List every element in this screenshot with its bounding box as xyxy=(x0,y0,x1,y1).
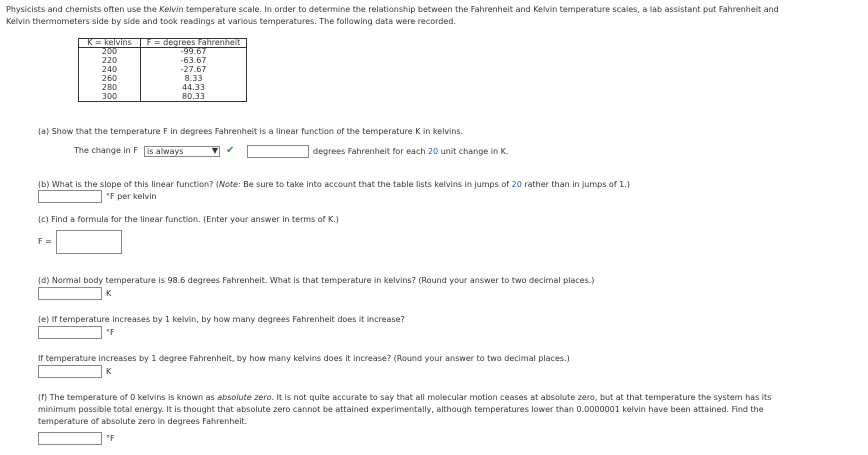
part-a-select-value: is always xyxy=(147,147,184,156)
part-b-unit: °F per kelvin xyxy=(106,192,157,201)
part-f-unit: °F xyxy=(106,434,115,443)
table-row: 200 -99.67 xyxy=(79,48,247,57)
table-row: 280 44.33 xyxy=(79,84,247,93)
table-row: 260 8.33 xyxy=(79,75,247,84)
intro-text: Kelvin thermometers side by side and took readings at various temperatures. The following data were recorded. xyxy=(6,17,456,26)
part-d-unit: K xyxy=(106,289,112,298)
part-e2-answer-input[interactable] xyxy=(38,365,102,378)
table-header-f: F = degrees Fahrenheit xyxy=(141,39,247,48)
part-e2-unit: K xyxy=(106,367,112,376)
part-d-question: (d) Normal body temperature is 98.6 degrees Fahrenheit. What is that temperature in kelvins? (Round your answer to two decimal places.) xyxy=(38,276,595,285)
part-c-lhs: F = xyxy=(38,237,52,246)
data-table xyxy=(78,38,247,102)
chevron-down-icon: ▼ xyxy=(211,146,218,155)
part-c-question: (c) Find a formula for the linear function. (Enter your answer in terms of K.) xyxy=(38,215,339,224)
intro-emphasis: Kelvin xyxy=(159,5,184,14)
table-row: 300 80.33 xyxy=(79,93,247,102)
part-e-question: (e) If temperature increases by 1 kelvin, by how many degrees Fahrenheit does it increase? xyxy=(38,315,405,324)
intro-text: Physicists and chemists often use the xyxy=(6,5,160,14)
part-a-select[interactable] xyxy=(144,146,220,157)
checkmark-icon: ✔ xyxy=(226,145,235,156)
part-a-answer-input[interactable] xyxy=(247,145,309,158)
part-a-question: (a) Show that the temperature F in degrees Fahrenheit is a linear function of the temperature K in kelvins. xyxy=(38,127,464,136)
part-e-question-2: If temperature increases by 1 degree Fahrenheit, by how many kelvins does it increase? (Round your answer to two decimal places.) xyxy=(38,354,570,363)
part-e-unit: °F xyxy=(106,328,115,337)
part-a-lead: The change in F xyxy=(74,146,138,155)
intro-paragraph xyxy=(6,4,779,28)
table-row: 220 -63.67 xyxy=(79,57,247,66)
part-e-answer-input[interactable] xyxy=(38,326,102,339)
part-a-after: degrees Fahrenheit for each 20 unit change in K. xyxy=(313,147,509,156)
table-row: 240 -27.67 xyxy=(79,66,247,75)
part-d-answer-input[interactable] xyxy=(38,287,102,300)
part-f-question: (f) The temperature of 0 kelvins is known as absolute zero. It is not quite accurate to say that all molecular motion ceases at absolute zero, but at that temperature the system has its minimum possible total energy. It is thought that absolute zero cannot be attained experimentally, although temperatures lower than 0.0000001 kelvin have been attained. Find the temperature of absolute zero in degrees Fahrenheit. xyxy=(38,393,772,426)
intro-text: temperature scale. In order to determine the relationship between the Fahrenheit and Kelvin temperature scales, a lab assistant put Fahrenheit and xyxy=(183,5,779,14)
part-b-question: (b) What is the slope of this linear function? (Note: Be sure to take into account that the table lists kelvins in jumps of 20 rather than in jumps of 1.) xyxy=(38,180,630,189)
table-header-k: K = kelvins xyxy=(79,39,141,48)
part-f-answer-input[interactable] xyxy=(38,432,102,445)
part-b-answer-input[interactable] xyxy=(38,190,102,203)
part-c-formula-input[interactable] xyxy=(56,230,122,254)
